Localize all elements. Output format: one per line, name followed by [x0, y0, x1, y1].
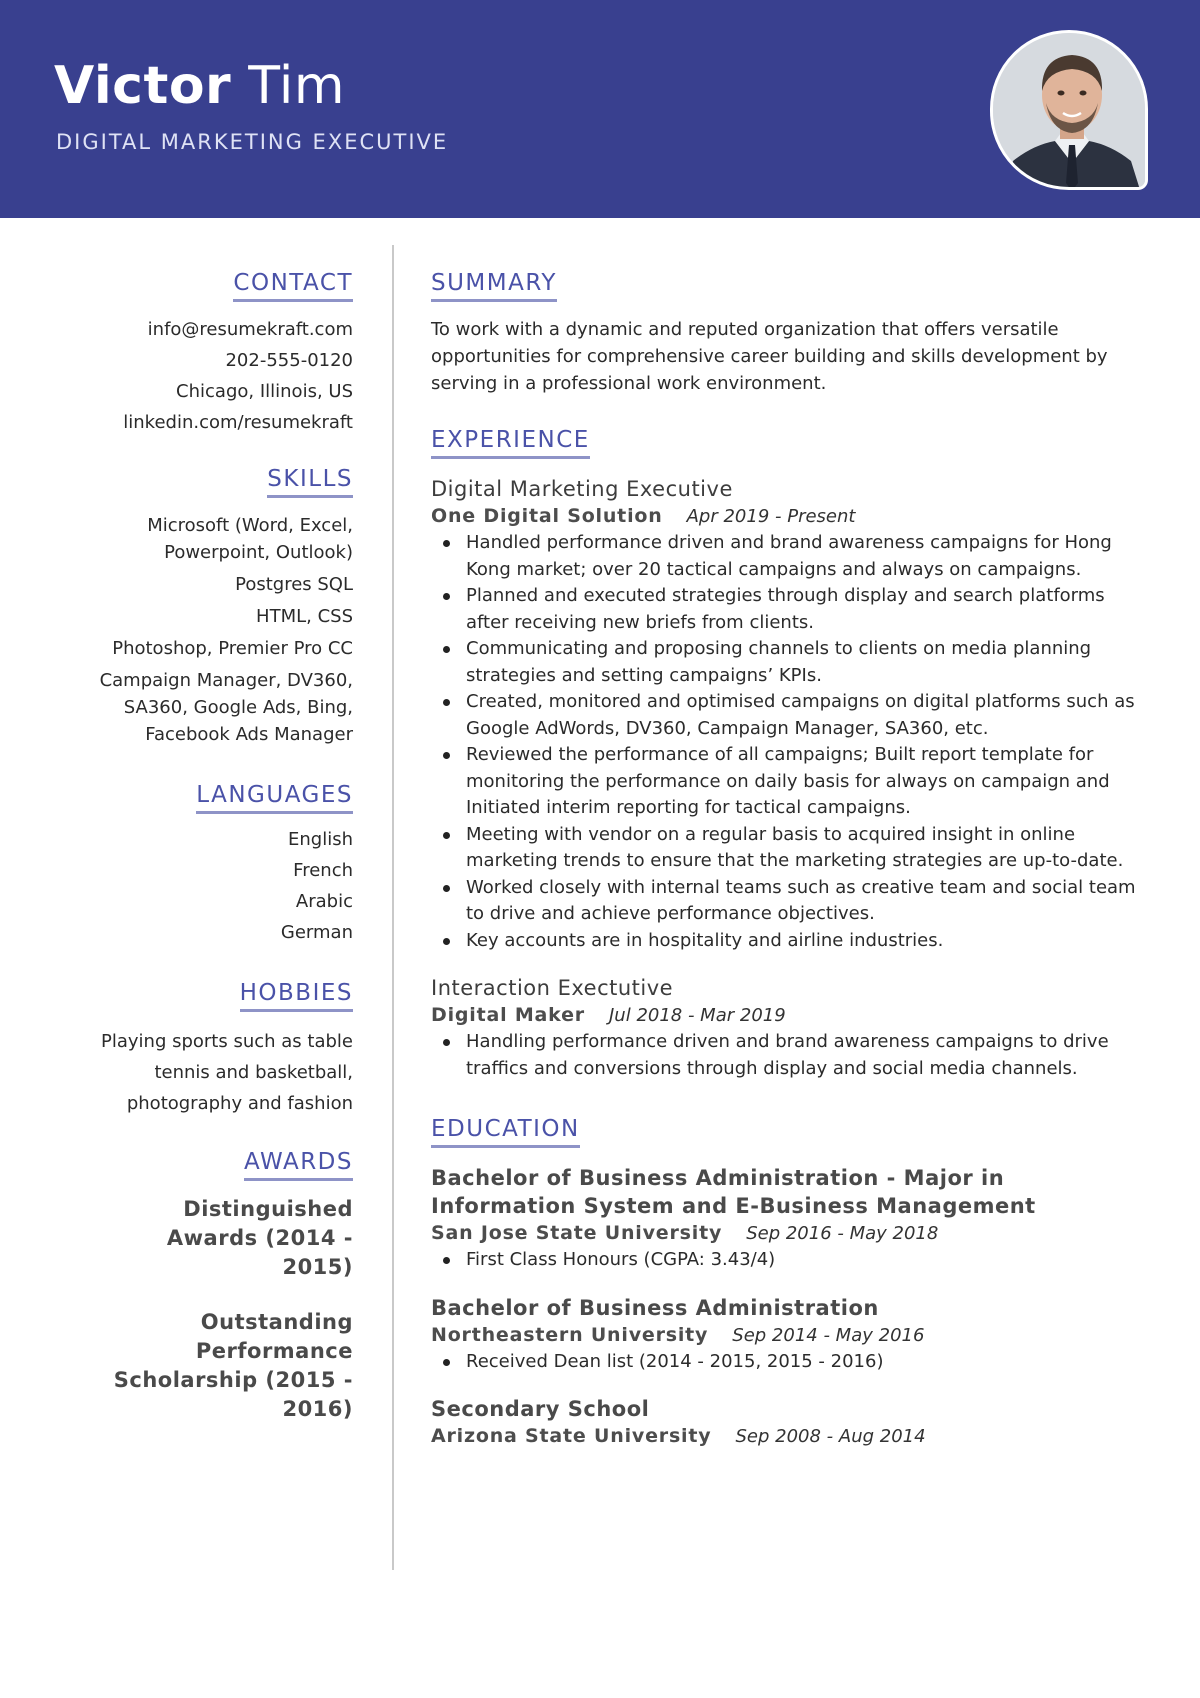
job-bullet: Handled performance driven and brand awareness campaigns for Hong Kong market; over 20 tactical campaigns and always on campaigns.	[431, 530, 1151, 583]
job-dates: Apr 2019 - Present	[686, 506, 856, 527]
contact-location: Chicago, Illinois, US	[176, 381, 353, 402]
job-role: DIGITAL MARKETING EXECUTIVE	[56, 130, 449, 154]
job-entry	[431, 475, 1151, 954]
languages-heading: LANGUAGES	[196, 782, 353, 814]
award-item: Outstanding Performance Scholarship (2015 - 2016)	[113, 1310, 353, 1421]
language-item: French	[293, 860, 353, 881]
language-item: German	[280, 922, 353, 943]
skills-section	[40, 466, 353, 748]
language-item: English	[288, 829, 353, 850]
education-entry	[431, 1294, 1151, 1376]
right-column	[431, 270, 1151, 1450]
job-title: Interaction Exectutive	[431, 976, 674, 1000]
school-name: Arizona State University	[431, 1425, 712, 1447]
resume-header	[0, 0, 1200, 218]
education-dates: Sep 2014 - May 2016	[732, 1324, 925, 1346]
hobbies-section	[40, 980, 353, 1119]
left-column	[40, 270, 353, 1424]
job-bullet: Communicating and proposing channels to clients on media planning strategies and setting campaigns’ KPIs.	[431, 636, 1151, 689]
awards-heading: AWARDS	[244, 1149, 353, 1181]
education-entry	[431, 1164, 1151, 1274]
job-bullet: Created, monitored and optimised campaigns on digital platforms such as Google AdWords, DV360, Campaign Manager, SA360, etc.	[431, 689, 1151, 742]
job-company: One Digital Solution	[431, 505, 663, 527]
summary-section	[431, 270, 1151, 397]
candidate-name	[54, 56, 346, 116]
summary-text: To work with a dynamic and reputed organization that offers versatile opportunities for comprehensive career building and skills development by serving in a professional work environment.	[431, 319, 1108, 394]
degree-title: Secondary School	[431, 1397, 650, 1421]
summary-heading: SUMMARY	[431, 270, 557, 302]
contact-linkedin: linkedin.com/resumekraft	[123, 412, 353, 433]
hobbies-heading: HOBBIES	[240, 980, 353, 1012]
education-dates: Sep 2008 - Aug 2014	[735, 1426, 926, 1447]
skills-heading: SKILLS	[267, 466, 353, 498]
education-entry	[431, 1395, 1151, 1450]
contact-heading: CONTACT	[233, 270, 353, 302]
contact-phone: 202-555-0120	[225, 350, 353, 371]
school-name: Northeastern University	[431, 1323, 709, 1346]
education-bullet: First Class Honours (CGPA: 3.43/4)	[431, 1247, 1151, 1274]
job-title: Digital Marketing Executive	[431, 477, 733, 501]
education-bullet: Received Dean list (2014 - 2015, 2015 - 2016)	[431, 1349, 1151, 1376]
education-dates: Sep 2016 - May 2018	[746, 1223, 939, 1244]
education-section	[431, 1116, 1151, 1450]
person-portrait-icon	[990, 30, 1148, 190]
skill-item: Microsoft (Word, Excel, Powerpoint, Outlook)	[147, 515, 353, 563]
last-name: Tim	[248, 56, 346, 116]
job-company: Digital Maker	[431, 1004, 585, 1026]
award-item: Distinguished Awards (2014 - 2015)	[166, 1197, 353, 1279]
skill-item: Photoshop, Premier Pro CC	[112, 638, 353, 659]
education-heading: EDUCATION	[431, 1116, 580, 1148]
job-bullet: Handling performance driven and brand awareness campaigns to drive traffics and conversions through display and social media channels.	[431, 1029, 1151, 1082]
experience-section	[431, 427, 1151, 1082]
job-dates: Jul 2018 - Mar 2019	[609, 1005, 786, 1026]
contact-email: info@resumekraft.com	[147, 319, 353, 340]
first-name: Victor	[54, 56, 232, 116]
language-item: Arabic	[295, 891, 353, 912]
awards-section	[40, 1149, 353, 1424]
degree-title: Bachelor of Business Administration - Major in Information System and E-Business Management	[431, 1166, 1036, 1218]
skill-item: Postgres SQL	[235, 574, 353, 595]
skill-item: Campaign Manager, DV360, SA360, Google Ads, Bing, Facebook Ads Manager	[99, 670, 353, 745]
job-bullet: Reviewed the performance of all campaigns; Built report template for monitoring the performance on daily basis for always on campaign and Initiated interim reporting for tactical campaigns.	[431, 742, 1151, 822]
column-divider	[392, 245, 394, 1570]
degree-title: Bachelor of Business Administration	[431, 1295, 879, 1320]
job-bullet: Meeting with vendor on a regular basis to acquired insight in online marketing trends to ensure that the marketing strategies are up-to-date.	[431, 822, 1151, 875]
job-bullet: Planned and executed strategies through display and search platforms after receiving new briefs from clients.	[431, 583, 1151, 636]
hobbies-text: Playing sports such as table tennis and basketball, photography and fashion	[101, 1031, 353, 1114]
job-entry	[431, 974, 1151, 1082]
job-bullet: Key accounts are in hospitality and airline industries.	[431, 928, 1151, 955]
languages-section	[40, 782, 353, 946]
skill-item: HTML, CSS	[256, 606, 353, 627]
school-name: San Jose State University	[431, 1222, 723, 1244]
contact-section	[40, 270, 353, 436]
job-bullet: Worked closely with internal teams such as creative team and social team to drive and achieve performance objectives.	[431, 875, 1151, 928]
experience-heading: EXPERIENCE	[431, 427, 590, 459]
